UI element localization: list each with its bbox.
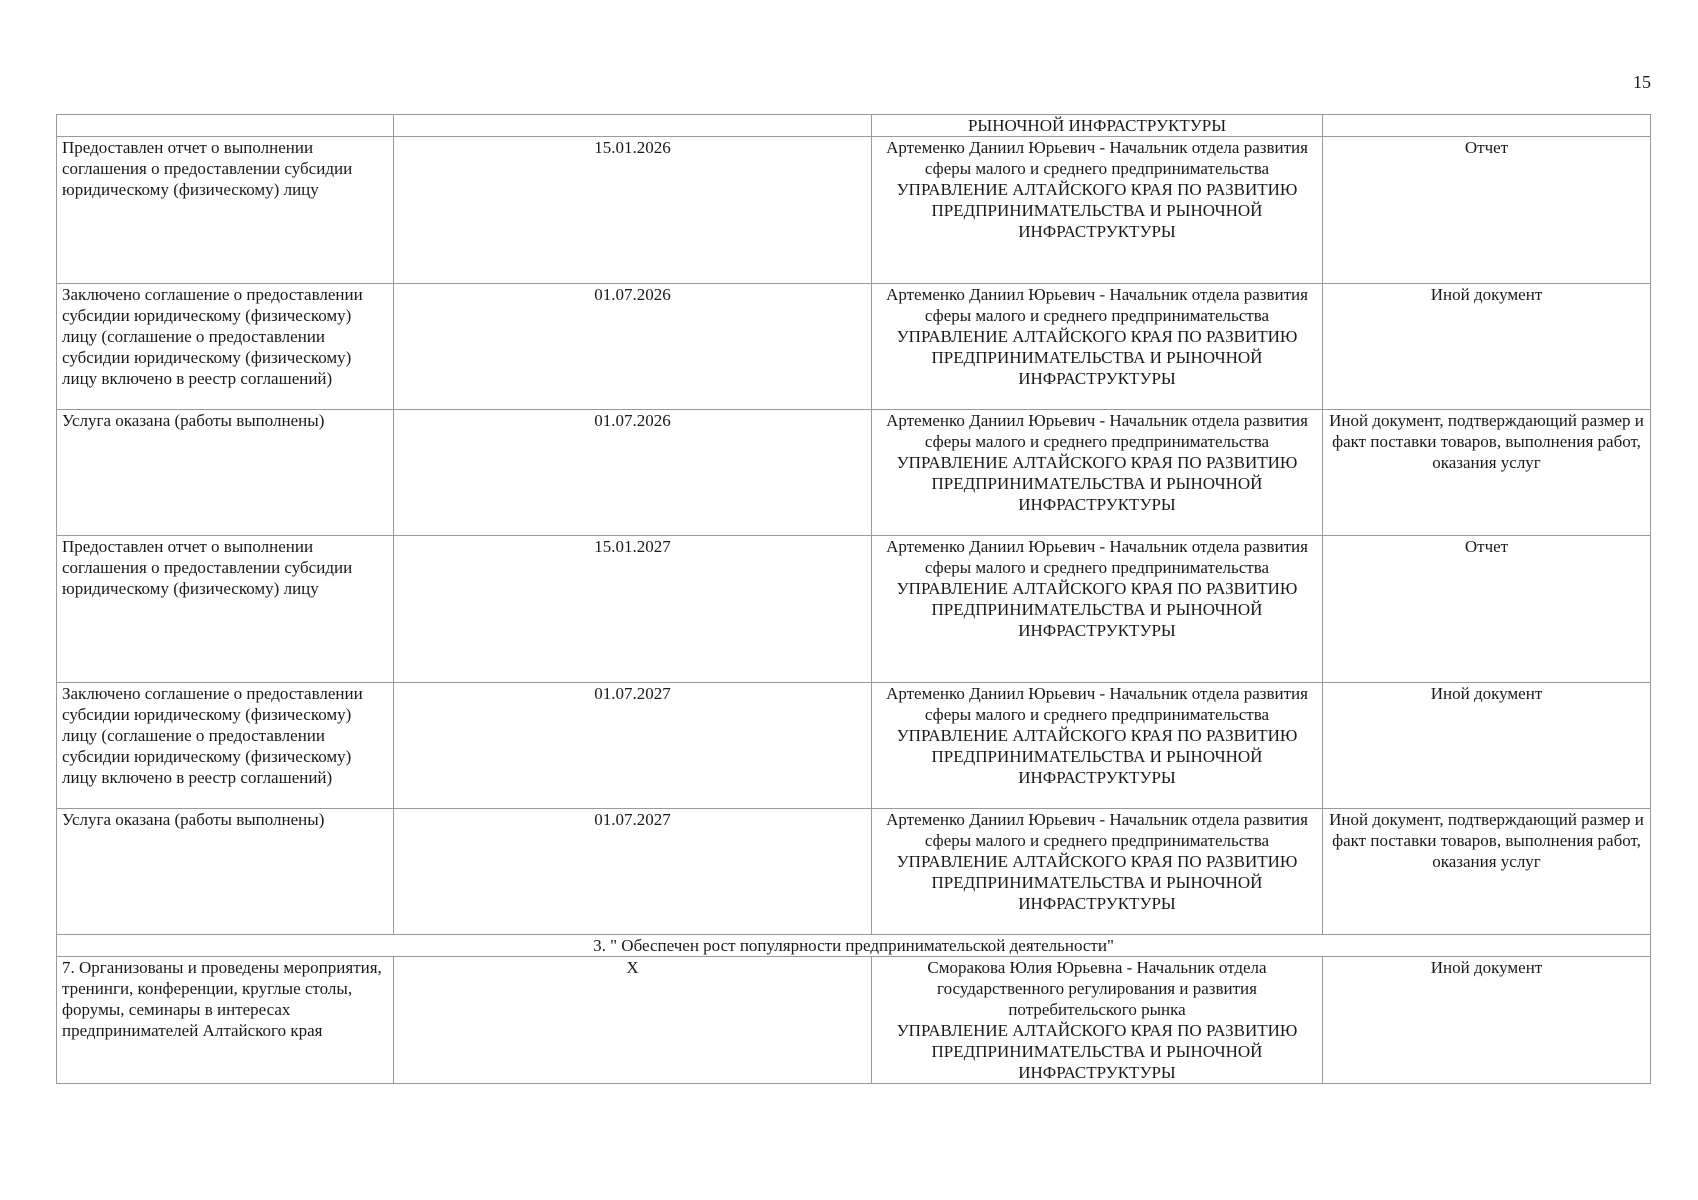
responsible-person: Сморакова Юлия Юрьевна - Начальник отдела государственного регулирования и развития потребительского рынка	[927, 958, 1267, 1019]
responsible-cell	[872, 115, 1323, 137]
responsible-cell	[872, 284, 1323, 410]
responsible-person: Артеменко Даниил Юрьевич - Начальник отдела развития сферы малого и среднего предпринимательства	[886, 411, 1308, 451]
responsible-cell	[872, 809, 1323, 935]
section-title: 3. " Обеспечен рост популярности предпринимательской деятельности"	[57, 935, 1651, 957]
control-points-table	[56, 114, 1651, 1084]
responsible-person: Артеменко Даниил Юрьевич - Начальник отдела развития сферы малого и среднего предпринимательства	[886, 537, 1308, 577]
responsible-org: УПРАВЛЕНИЕ АЛТАЙСКОГО КРАЯ ПО РАЗВИТИЮ ПРЕДПРИНИМАТЕЛЬСТВА И РЫНОЧНОЙ ИНФРАСТРУКТУРЫ	[896, 327, 1298, 388]
event-cell	[57, 115, 394, 137]
table-row	[57, 809, 1651, 935]
table-row	[57, 410, 1651, 536]
responsible-cell	[872, 683, 1323, 809]
responsible-org: УПРАВЛЕНИЕ АЛТАЙСКОГО КРАЯ ПО РАЗВИТИЮ ПРЕДПРИНИМАТЕЛЬСТВА И РЫНОЧНОЙ ИНФРАСТРУКТУРЫ	[896, 180, 1298, 241]
table-row	[57, 957, 1651, 1084]
responsible-cell	[872, 137, 1323, 284]
document-cell: Иной документ	[1323, 683, 1651, 809]
responsible-person: Артеменко Даниил Юрьевич - Начальник отдела развития сферы малого и среднего предпринимательства	[886, 138, 1308, 178]
responsible-cell	[872, 957, 1323, 1084]
event-cell: Предоставлен отчет о выполнении соглашения о предоставлении субсидии юридическому (физическому) лицу	[57, 536, 394, 683]
event-cell: Заключено соглашение о предоставлении субсидии юридическому (физическому) лицу (соглашение о предоставлении субсидии юридическому (физическому) лицу включено в реестр соглашений)	[57, 683, 394, 809]
date-cell: 01.07.2026	[394, 410, 872, 536]
responsible-person: Артеменко Даниил Юрьевич - Начальник отдела развития сферы малого и среднего предпринимательства	[886, 684, 1308, 724]
page-number: 15	[1633, 72, 1651, 92]
event-cell: Услуга оказана (работы выполнены)	[57, 809, 394, 935]
table-row	[57, 536, 1651, 683]
responsible-person: Артеменко Даниил Юрьевич - Начальник отдела развития сферы малого и среднего предпринимательства	[886, 810, 1308, 850]
table-row	[57, 284, 1651, 410]
event-cell: 7. Организованы и проведены мероприятия, тренинги, конференции, круглые столы, форумы, семинары в интересах предпринимателей Алтайского края	[57, 957, 394, 1084]
responsible-org: УПРАВЛЕНИЕ АЛТАЙСКОГО КРАЯ ПО РАЗВИТИЮ ПРЕДПРИНИМАТЕЛЬСТВА И РЫНОЧНОЙ ИНФРАСТРУКТУРЫ	[896, 1021, 1298, 1082]
date-cell	[394, 115, 872, 137]
document-cell: Отчет	[1323, 137, 1651, 284]
event-cell: Услуга оказана (работы выполнены)	[57, 410, 394, 536]
section-row	[57, 935, 1651, 957]
responsible-org: УПРАВЛЕНИЕ АЛТАЙСКОГО КРАЯ ПО РАЗВИТИЮ ПРЕДПРИНИМАТЕЛЬСТВА И РЫНОЧНОЙ ИНФРАСТРУКТУРЫ	[896, 579, 1298, 640]
table-row	[57, 683, 1651, 809]
responsible-tail: РЫНОЧНОЙ ИНФРАСТРУКТУРЫ	[967, 116, 1227, 135]
responsible-org: УПРАВЛЕНИЕ АЛТАЙСКОГО КРАЯ ПО РАЗВИТИЮ ПРЕДПРИНИМАТЕЛЬСТВА И РЫНОЧНОЙ ИНФРАСТРУКТУРЫ	[896, 852, 1298, 913]
date-cell: 15.01.2026	[394, 137, 872, 284]
document-cell: Иной документ, подтверждающий размер и факт поставки товаров, выполнения работ, оказания услуг	[1323, 809, 1651, 935]
table-row-continued	[57, 115, 1651, 137]
event-cell: Заключено соглашение о предоставлении субсидии юридическому (физическому) лицу (соглашение о предоставлении субсидии юридическому (физическому) лицу включено в реестр соглашений)	[57, 284, 394, 410]
date-cell: X	[394, 957, 872, 1084]
responsible-cell	[872, 410, 1323, 536]
date-cell: 01.07.2027	[394, 809, 872, 935]
document-cell: Иной документ	[1323, 284, 1651, 410]
document-cell: Иной документ, подтверждающий размер и факт поставки товаров, выполнения работ, оказания услуг	[1323, 410, 1651, 536]
date-cell: 01.07.2027	[394, 683, 872, 809]
document-cell: Отчет	[1323, 536, 1651, 683]
responsible-person: Артеменко Даниил Юрьевич - Начальник отдела развития сферы малого и среднего предпринимательства	[886, 285, 1308, 325]
date-cell: 01.07.2026	[394, 284, 872, 410]
document-cell: Иной документ	[1323, 957, 1651, 1084]
date-cell: 15.01.2027	[394, 536, 872, 683]
table-row	[57, 137, 1651, 284]
event-cell: Предоставлен отчет о выполнении соглашения о предоставлении субсидии юридическому (физическому) лицу	[57, 137, 394, 284]
responsible-org: УПРАВЛЕНИЕ АЛТАЙСКОГО КРАЯ ПО РАЗВИТИЮ ПРЕДПРИНИМАТЕЛЬСТВА И РЫНОЧНОЙ ИНФРАСТРУКТУРЫ	[896, 726, 1298, 787]
responsible-cell	[872, 536, 1323, 683]
responsible-org: УПРАВЛЕНИЕ АЛТАЙСКОГО КРАЯ ПО РАЗВИТИЮ ПРЕДПРИНИМАТЕЛЬСТВА И РЫНОЧНОЙ ИНФРАСТРУКТУРЫ	[896, 453, 1298, 514]
document-cell	[1323, 115, 1651, 137]
